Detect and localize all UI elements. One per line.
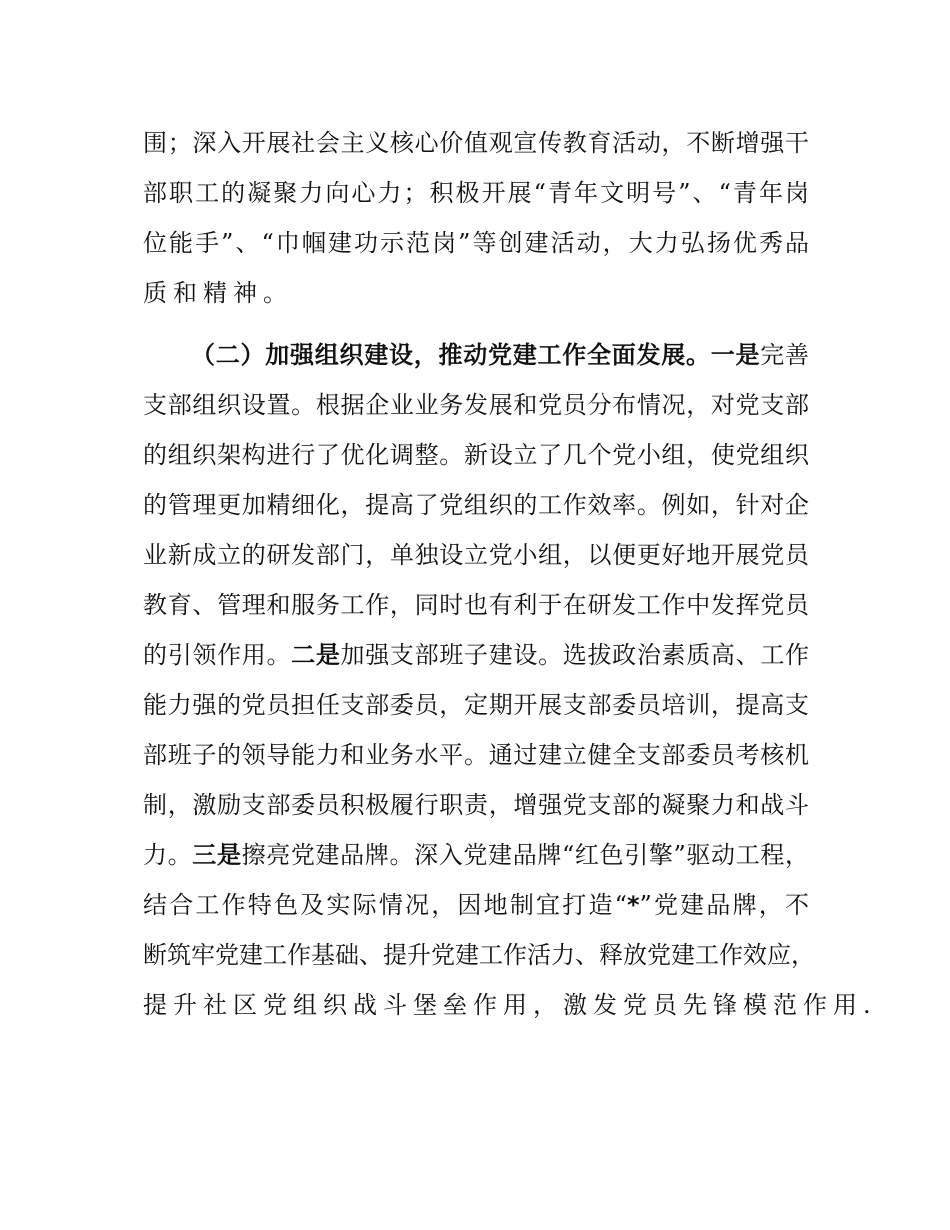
text-run: 的引领作用。 bbox=[143, 641, 292, 669]
text-line bbox=[143, 487, 809, 523]
text-run: 擦亮党建品牌。深入党建品牌“红色引擎”驱动工程， bbox=[241, 841, 809, 869]
text-run: 教育、管理和服务工作，同时也有利于在研发工作中发挥党员 bbox=[143, 591, 809, 619]
text-line bbox=[143, 737, 809, 773]
text-run: 的组织架构进行了优化调整。新设立了几个党小组，使党组织 bbox=[143, 441, 809, 469]
text-run: 力。 bbox=[143, 841, 193, 869]
text-run: 业新成立的研发部门，单独设立党小组，以便更好地开展党员 bbox=[143, 541, 809, 569]
section-heading-line bbox=[191, 337, 809, 373]
text-line bbox=[143, 637, 809, 673]
text-line bbox=[143, 587, 809, 623]
text-run: 部班子的领导能力和业务水平。通过建立健全支部委员考核机 bbox=[143, 741, 809, 769]
bold-text: （二）加强组织建设，推动党建工作全面发展。一是 bbox=[191, 341, 761, 369]
text-run: 质和精神。 bbox=[143, 279, 293, 307]
text-run: 位能手”、“巾帼建功示范岗”等创建活动，大力弘扬优秀品 bbox=[143, 229, 809, 257]
text-line bbox=[143, 887, 809, 923]
text-run: 能力强的党员担任支部委员，定期开展支部委员培训，提高支 bbox=[143, 691, 809, 719]
bold-text: 三是 bbox=[192, 841, 242, 869]
text-run: 围；深入开展社会主义核心价值观宣传教育活动，不断增强干 bbox=[143, 129, 809, 157]
text-line bbox=[143, 437, 809, 473]
text-run: 断筑牢党建工作基础、提升党建工作活力、释放党建工作效应， bbox=[143, 941, 815, 969]
text-line bbox=[143, 225, 809, 261]
text-line bbox=[143, 537, 809, 573]
text-run: 提升社区党组织战斗堡垒作用，激发党员先锋模范作用. bbox=[143, 991, 877, 1019]
bold-text: * bbox=[626, 891, 640, 919]
bold-text: 二是 bbox=[291, 641, 341, 669]
text-run: 的管理更加精细化，提高了党组织的工作效率。例如，针对企 bbox=[143, 491, 809, 519]
text-line bbox=[143, 175, 809, 211]
text-run: 支部组织设置。根据企业业务发展和党员分布情况，对党支部 bbox=[143, 391, 809, 419]
text-run: 部职工的凝聚力向心力；积极开展“青年文明号”、“青年岗 bbox=[143, 179, 809, 207]
text-line bbox=[143, 787, 809, 823]
text-run: 加强支部班子建设。选拔政治素质高、工作 bbox=[340, 641, 810, 669]
text-run: 制，激励支部委员积极履行职责，增强党支部的凝聚力和战斗 bbox=[143, 791, 809, 819]
text-run: 完善 bbox=[760, 341, 809, 369]
text-line bbox=[143, 687, 809, 723]
text-line bbox=[143, 275, 809, 311]
text-line bbox=[143, 837, 809, 873]
text-line bbox=[143, 125, 809, 161]
text-line bbox=[143, 987, 877, 1023]
text-line bbox=[143, 937, 815, 973]
text-run: ”党建品牌，不 bbox=[639, 891, 809, 919]
text-run: 结合工作特色及实际情况，因地制宜打造“ bbox=[143, 891, 627, 919]
text-line bbox=[143, 387, 809, 423]
